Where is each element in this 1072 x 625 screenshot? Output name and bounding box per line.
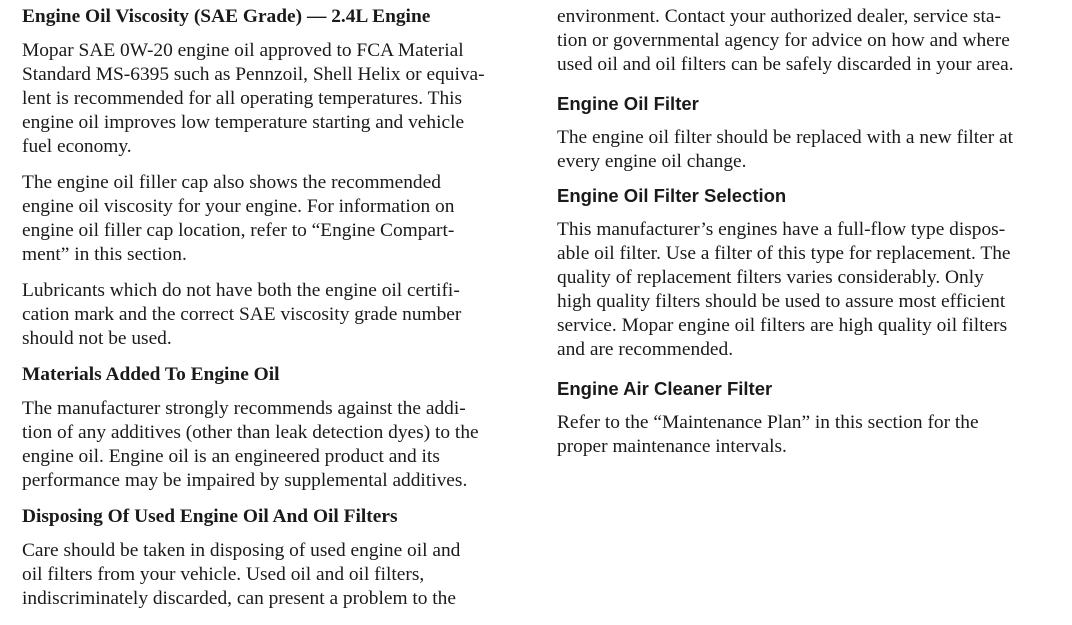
paragraph-mopar-oil-recommendation: Mopar SAE 0W-20 engine oil approved to FCA Material Standard MS-6395 such as Pennzoil, Shell Helix or equiva- lent is recommended for all operating temperatures. This engine oil improves low temperature starting and vehicle fuel economy. [22, 40, 485, 157]
left-column [22, 5, 516, 611]
paragraph-filler-cap: The engine oil filler cap also shows the recommended engine oil viscosity for your engine. For information on engine oil filler cap location, refer to “Engine Compart- ment” in this section. [22, 172, 455, 265]
heading-materials-added: Materials Added To Engine Oil [22, 364, 280, 385]
heading-engine-oil-filter: Engine Oil Filter [557, 93, 699, 114]
paragraph-lubricants: Lubricants which do not have both the engine oil certifi- cation mark and the correct SAE viscosity grade number should not be used. [22, 280, 462, 349]
heading-disposing-used-oil: Disposing Of Used Engine Oil And Oil Filters [22, 506, 398, 527]
paragraph-environment: environment. Contact your authorized dealer, service sta- tion or governmental agency for advice on how and where used oil and oil filters can be safely discarded in your area. [557, 6, 1014, 75]
heading-air-cleaner-filter: Engine Air Cleaner Filter [557, 378, 773, 399]
paragraph-additives: The manufacturer strongly recommends against the addi- tion of any additives (other than leak detection dyes) to the engine oil. Engine oil is an engineered product and its performance may be impaired by supplemental additives. [22, 398, 479, 491]
heading-filter-selection: Engine Oil Filter Selection [557, 185, 787, 206]
paragraph-filter-selection: This manufacturer’s engines have a full-flow type dispos- able oil filter. Use a filter of this type for replacement. The quality of replacement filters varies considerably. Only high quality filters should be used to assure most efficient service. Mopar engine oil filters are high quality oil filters and are recommended. [557, 219, 1011, 360]
paragraph-care-disposal: Care should be taken in disposing of used engine oil and oil filters from your vehicle. Used oil and oil filters, indiscriminately discarded, can present a problem to the [22, 540, 461, 609]
paragraph-oil-filter: The engine oil filter should be replaced with a new filter at every engine oil change. [557, 127, 1014, 172]
heading-engine-oil-viscosity: Engine Oil Viscosity (SAE Grade) — 2.4L Engine [22, 6, 431, 27]
paragraph-air-cleaner: Refer to the “Maintenance Plan” in this section for the proper maintenance intervals. [557, 412, 979, 457]
right-column [557, 5, 1051, 459]
